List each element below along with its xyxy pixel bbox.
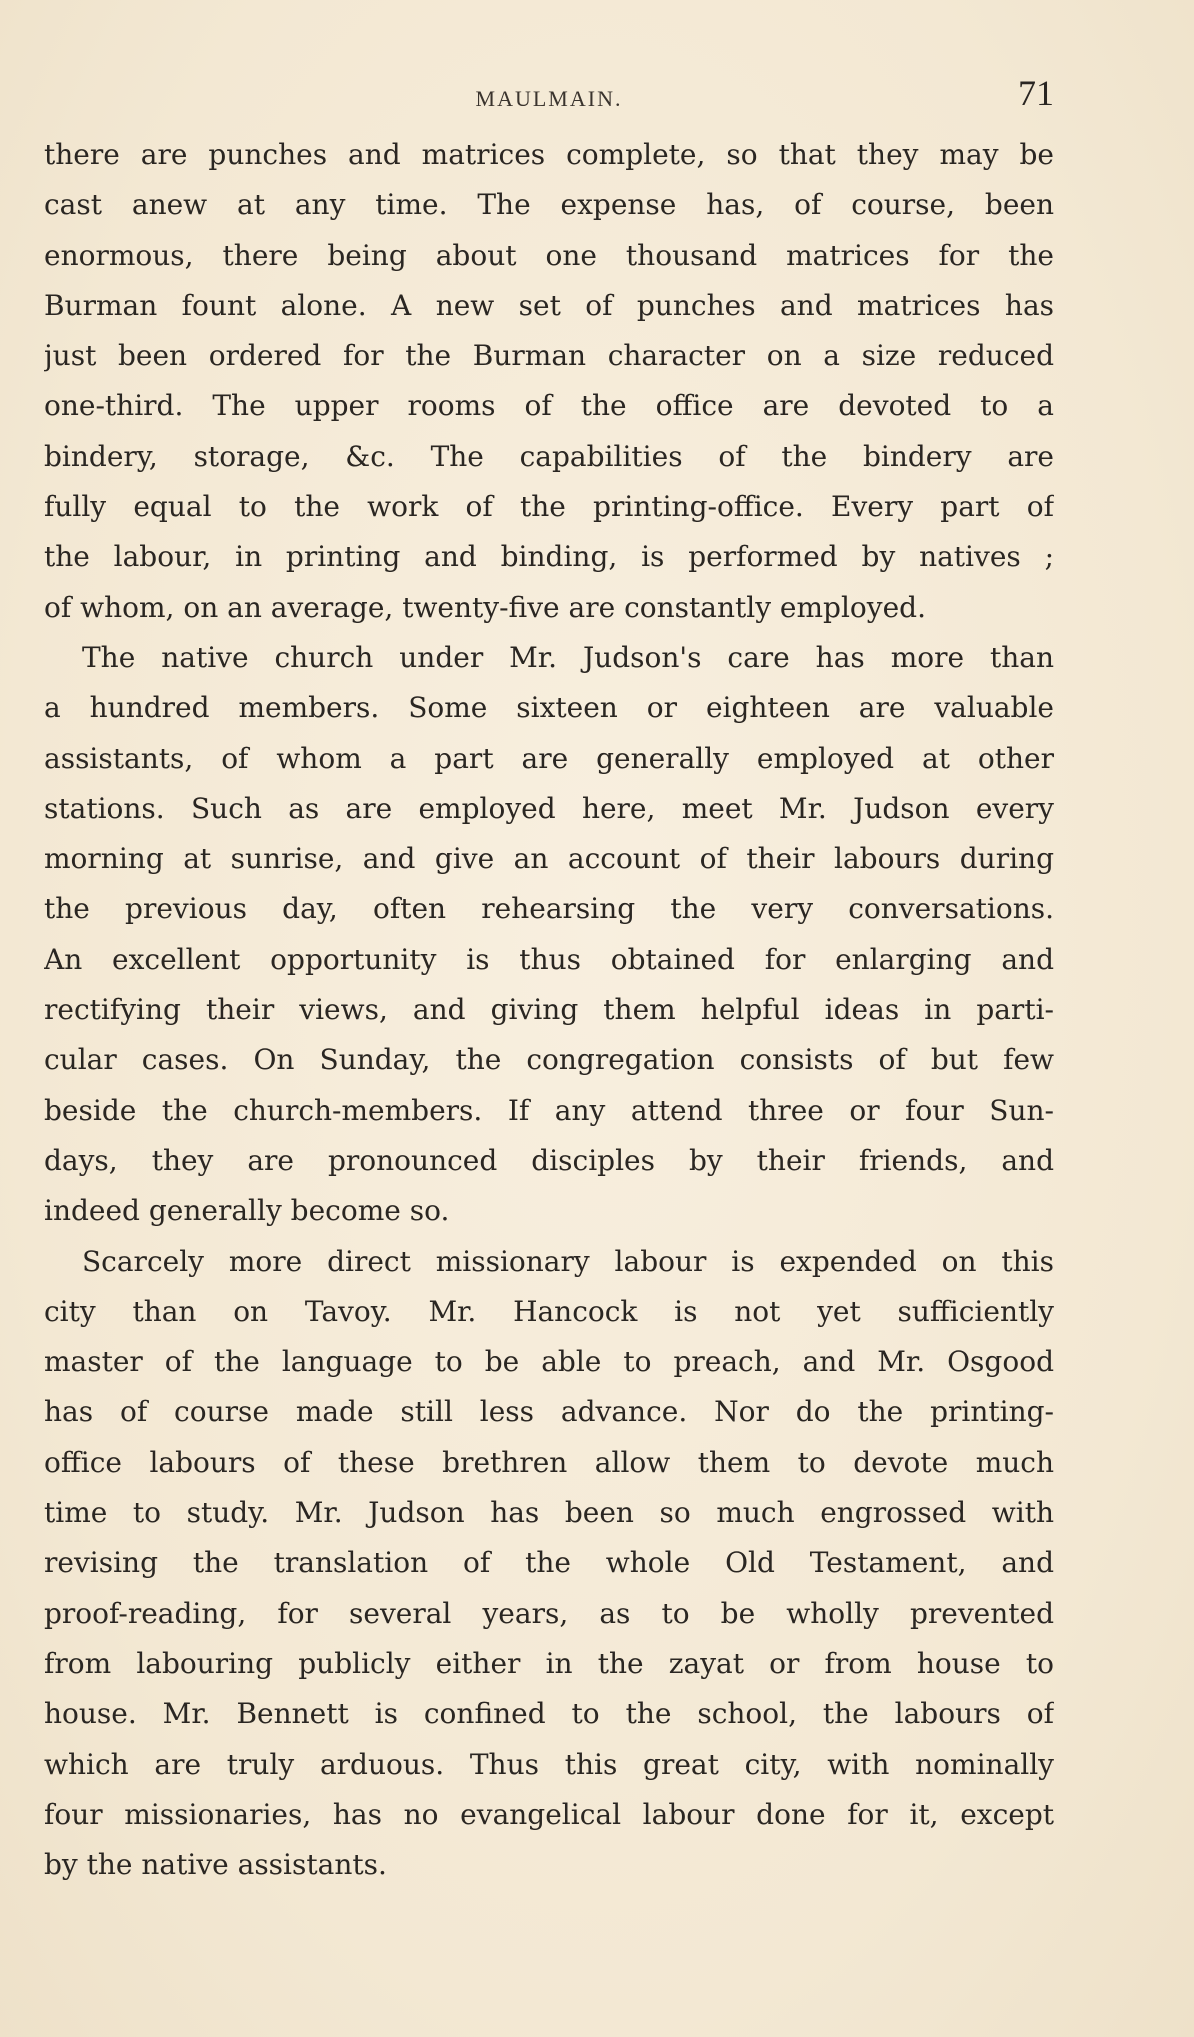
paragraph-first-line: The native church under Mr. Judson's care has more than [82,640,1054,674]
text-line: time to study. Mr. Judson has been so much engrossed with [44,1496,1054,1530]
text-line: house. Mr. Bennett is confined to the school, the labours of [44,1697,1054,1731]
text-line: fully equal to the work of the printing-office. Every part of [44,490,1054,524]
text-line: has of course made still less advance. Nor do the printing- [44,1395,1054,1429]
text-line: enormous, there being about one thousand matrices for the [44,238,1054,272]
body-text [44,130,1054,1890]
running-title: MAULMAIN. [475,86,623,111]
text-line: of whom, on an average, twenty-five are constantly employed. [44,590,926,624]
text-line: beside the church-members. If any attend three or four Sun- [44,1093,1054,1127]
paragraph-first-line: Scarcely more direct missionary labour is expended on this [82,1244,1054,1278]
text-line: one-third. The upper rooms of the office are devoted to a [44,389,1054,423]
text-line: a hundred members. Some sixteen or eighteen are valuable [44,691,1054,725]
text-line: cular cases. On Sunday, the congregation consists of but few [44,1043,1054,1077]
text-line: by the native assistants. [44,1848,387,1882]
text-line: from labouring publicly either in the zayat or from house to [44,1646,1054,1680]
text-line: office labours of these brethren allow them to devote much [44,1445,1054,1479]
text-line: rectifying their views, and giving them helpful ideas in parti- [44,993,1054,1027]
text-line: stations. Such as are employed here, meet Mr. Judson every [44,791,1054,825]
text-line: days, they are pronounced disciples by their friends, and [44,1143,1054,1177]
text-line: the labour, in printing and binding, is performed by natives ; [44,540,1054,574]
text-line: revising the translation of the whole Old Testament, and [44,1546,1054,1580]
text-line: there are punches and matrices complete, so that they may be [44,138,1054,171]
text-line: city than on Tavoy. Mr. Hancock is not yet sufficiently [44,1294,1054,1328]
text-line: just been ordered for the Burman character on a size reduced [44,339,1054,373]
text-line: indeed generally become so. [44,1194,450,1228]
text-line: which are truly arduous. Thus this great city, with nominally [44,1747,1054,1781]
text-line: four missionaries, has no evangelical labour done for it, except [44,1797,1054,1831]
text-line: An excellent opportunity is thus obtained for enlarging and [44,942,1054,976]
running-header [44,72,1054,122]
text-line: Burman fount alone. A new set of punches and matrices has [44,288,1054,322]
text-line: bindery, storage, &c. The capabilities of the bindery are [44,439,1054,473]
text-line: cast anew at any time. The expense has, of course, been [44,188,1054,222]
text-line: assistants, of whom a part are generally employed at other [44,741,1054,775]
text-line: the previous day, often rehearsing the very conversations. [44,892,1054,926]
page-number: 71 [1018,73,1054,113]
text-line: proof-reading, for several years, as to be wholly prevented [44,1596,1054,1630]
text-line: master of the language to be able to preach, and Mr. Osgood [44,1345,1054,1379]
text-line: morning at sunrise, and give an account of their labours during [44,842,1054,876]
